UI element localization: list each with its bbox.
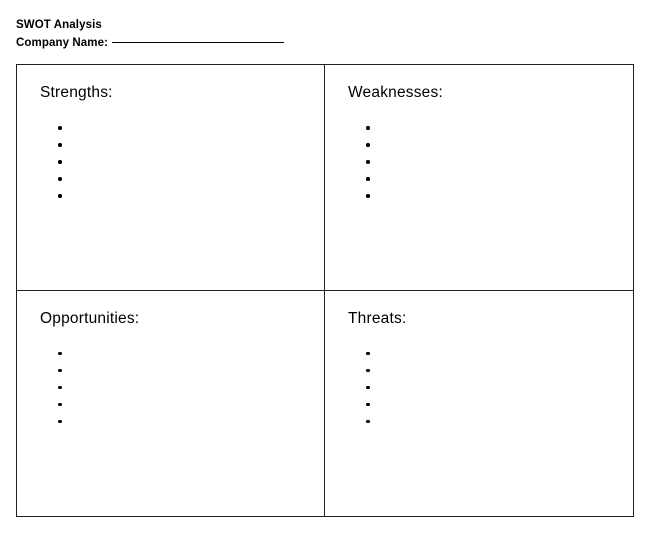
list-item[interactable] (31, 345, 304, 362)
company-name-row (16, 35, 616, 51)
document-header (16, 17, 616, 51)
list-item[interactable] (339, 136, 613, 153)
list-item[interactable] (31, 379, 304, 396)
list-item[interactable] (31, 136, 304, 153)
quadrant-strengths[interactable] (17, 65, 325, 291)
list-item[interactable] (339, 413, 613, 430)
list-item[interactable] (31, 396, 304, 413)
company-name-input[interactable] (112, 42, 284, 43)
quadrant-title-weaknesses: Weaknesses: (348, 84, 443, 101)
list-item[interactable] (339, 170, 613, 187)
list-item[interactable] (31, 170, 304, 187)
quadrant-title-opportunities: Opportunities: (40, 309, 140, 327)
list-item[interactable] (31, 153, 304, 170)
quadrant-title-strengths: Strengths: (40, 84, 113, 101)
company-name-label: Company Name: (16, 37, 109, 49)
list-item[interactable] (339, 362, 613, 379)
page-title: SWOT Analysis (16, 19, 102, 31)
quadrant-threats[interactable] (325, 291, 633, 517)
bullet-list-opportunities (31, 345, 304, 430)
list-item[interactable] (31, 119, 304, 136)
list-item[interactable] (339, 396, 613, 413)
bullet-list-threats (339, 345, 613, 430)
list-item[interactable] (339, 119, 613, 136)
list-item[interactable] (31, 413, 304, 430)
list-item[interactable] (339, 379, 613, 396)
list-item[interactable] (339, 153, 613, 170)
bullet-list-strengths (31, 119, 304, 204)
bullet-list-weaknesses (339, 119, 613, 204)
list-item[interactable] (31, 187, 304, 204)
swot-grid (16, 64, 634, 517)
quadrant-opportunities[interactable] (17, 291, 325, 517)
quadrant-title-threats: Threats: (348, 309, 407, 327)
list-item[interactable] (339, 345, 613, 362)
list-item[interactable] (31, 362, 304, 379)
list-item[interactable] (339, 187, 613, 204)
quadrant-weaknesses[interactable] (325, 65, 633, 291)
